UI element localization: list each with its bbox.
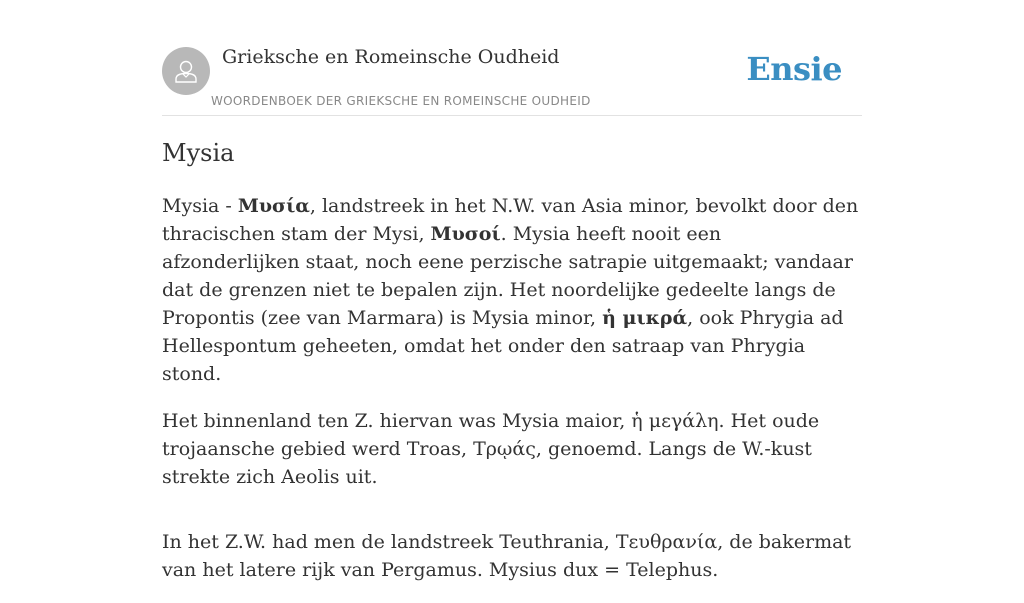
entry-body xyxy=(162,192,862,603)
paragraph-2: Het binnenland ten Z. hiervan was Mysia maior, ἡ μεγάλη. Het oude trojaansche gebied werd Troas, Τρῳάς, genoemd. Langs de W.-kust strekte zich Aeolis uit. xyxy=(162,410,820,488)
brand-logo[interactable]: Ensie xyxy=(746,50,842,88)
text-segment: . Mysia heeft nooit een afzonderlijken staat, noch eene perzische satrapie uitgemaakt; vandaar dat de grenzen niet te bepalen zijn. Het noordelijke gedeelte langs de Propontis (zee van Marmara) is Mysia minor, xyxy=(162,223,853,329)
greek-term: Μυσοί xyxy=(430,223,501,245)
site-header xyxy=(162,0,862,116)
page-title: Mysia xyxy=(162,139,235,167)
site-title[interactable]: Grieksche en Romeinsche Oudheid xyxy=(222,46,560,68)
paragraph-3: In het Z.W. had men de landstreek Teuthrania, Τευθρανία, de bakermat van het latere rijk van Pergamus. Mysius dux = Telephus. xyxy=(162,531,852,581)
greek-term: ἡ μικρά xyxy=(602,307,688,329)
user-icon xyxy=(172,57,200,85)
paragraph-1 xyxy=(162,192,862,388)
avatar[interactable] xyxy=(162,47,210,95)
site-subtitle: WOORDENBOEK DER GRIEKSCHE EN ROMEINSCHE OUDHEID xyxy=(211,94,591,108)
page-container xyxy=(162,0,862,581)
greek-term: Μυσία xyxy=(237,195,310,217)
text-segment: Mysia - xyxy=(162,195,238,217)
text-segment: , ook Phrygia ad Hellespontum geheeten, omdat het onder den satraap van Phrygia stond. xyxy=(162,307,844,385)
text-segment: , landstreek in het N.W. van Asia minor, bevolkt door den thracischen stam der Mysi, xyxy=(162,195,859,245)
